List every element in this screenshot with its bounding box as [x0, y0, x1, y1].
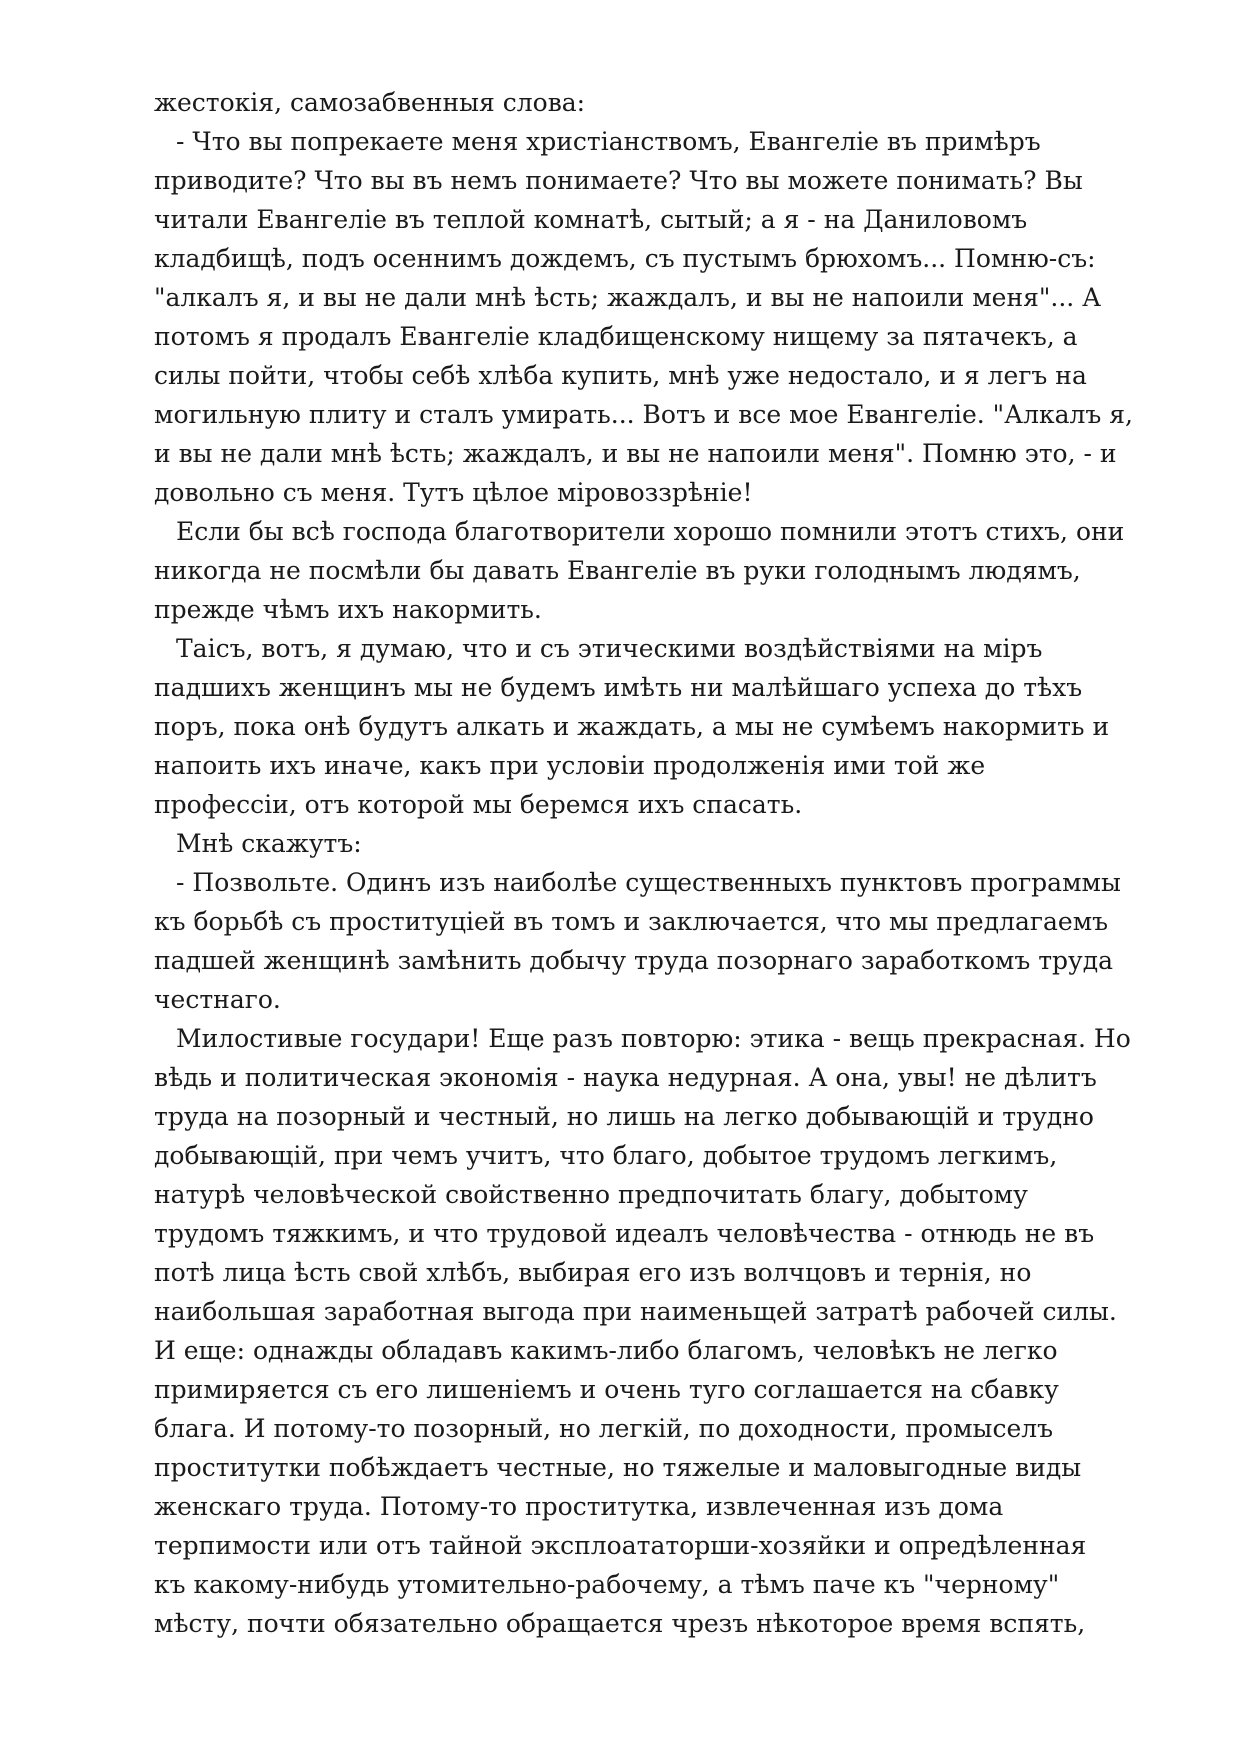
text-line: профессіи, отъ которой мы беремся ихъ спасать.: [154, 790, 803, 819]
text-line: вѣдь и политическая экономія - наука недурная. А она, увы! не дѣлитъ: [154, 1063, 1097, 1092]
text-line: силы пойти, чтобы себѣ хлѣба купить, мнѣ уже недостало, и я легъ на: [154, 361, 1087, 390]
text-line: терпимости или отъ тайной эксплоататорши-хозяйки и опредѣленная: [154, 1531, 1087, 1560]
text-line: наибольшая заработная выгода при наименьщей затратѣ рабочей силы.: [154, 1297, 1117, 1326]
text-line: "алкалъ я, и вы не дали мнѣ ѣсть; жаждалъ, и вы не напоили меня"... А: [154, 283, 1102, 312]
text-line: къ борьбѣ съ проституціей въ томъ и заключается, что мы предлагаемъ: [154, 907, 1109, 936]
text-line: напоить ихъ иначе, какъ при условіи продолженія ими той же: [154, 751, 986, 780]
text-line: прежде чѣмъ ихъ накормить.: [154, 595, 542, 624]
text-line: примиряется съ его лишеніемъ и очень туго соглашается на сбавку: [154, 1375, 1059, 1404]
text-line: добывающій, при чемъ учитъ, что благо, добытое трудомъ легкимъ,: [154, 1141, 1058, 1170]
text-line: женскаго труда. Потому-то проститутка, извлеченная изъ дома: [154, 1492, 1004, 1521]
text-line: натурѣ человѣческой свойственно предпочитать благу, добытому: [154, 1180, 1028, 1209]
text-line: блага. И потому-то позорный, но легкій, по доходности, промыселъ: [154, 1414, 1054, 1443]
text-line: трудомъ тяжкимъ, и что трудовой идеалъ человѣчества - отнюдь не въ: [154, 1219, 1095, 1248]
text-line: - Позвольте. Одинъ изъ наиболѣе существенныхъ пунктовъ программы: [176, 868, 1121, 897]
text-line: къ какому-нибудь утомительно-рабочему, а тѣмъ паче къ "черному": [154, 1570, 1060, 1599]
text-line: жестокія, самозабвенныя слова:: [154, 88, 586, 117]
text-line: - Что вы попрекаете меня христіанствомъ, Евангеліе въ примѣръ: [176, 127, 1041, 156]
text-line: могильную плиту и сталъ умирать... Вотъ и все мое Евангеліе. "Алкалъ я,: [154, 400, 1133, 429]
text-line: читали Евангеліе въ теплой комнатѣ, сытый; а я - на Даниловомъ: [154, 205, 1028, 234]
text-line: Таісъ, вотъ, я думаю, что и съ этическими воздѣйствіями на міръ: [176, 634, 1043, 663]
text-line: Если бы всѣ господа благотворители хорошо помнили этотъ стихъ, они: [176, 517, 1125, 546]
text-line: и вы не дали мнѣ ѣсть; жаждалъ, и вы не напоили меня". Помню это, - и: [154, 439, 1117, 468]
text-line: труда на позорный и честный, но лишь на легко добывающій и трудно: [154, 1102, 1094, 1131]
text-line: кладбищѣ, подъ осеннимъ дождемъ, съ пустымъ брюхомъ... Помню-съ:: [154, 244, 1096, 273]
text-line: Мнѣ скажутъ:: [176, 829, 362, 858]
text-line: поръ, пока онѣ будутъ алкать и жаждать, а мы не сумѣемъ накормить и: [154, 712, 1110, 741]
body-text: [154, 83, 1174, 1643]
text-line: потѣ лица ѣсть свой хлѣбъ, выбирая его изъ волчцовъ и тернія, но: [154, 1258, 1032, 1287]
text-line: потомъ я продалъ Евангеліе кладбищенскому нищему за пятачекъ, а: [154, 322, 1078, 351]
text-line: Милостивые государи! Еще разъ повторю: этика - вещь прекрасная. Но: [176, 1024, 1131, 1053]
text-line: мѣсту, почти обязательно обращается чрезъ нѣкоторое время вспять,: [154, 1609, 1086, 1638]
text-line: приводите? Что вы въ немъ понимаете? Что вы можете понимать? Вы: [154, 166, 1083, 195]
text-line: падшихъ женщинъ мы не будемъ имѣть ни малѣйшаго успеха до тѣхъ: [154, 673, 1083, 702]
text-line: довольно съ меня. Тутъ цѣлое міровоззрѣніе!: [154, 478, 753, 507]
text-line: падшей женщинѣ замѣнить добычу труда позорнаго заработкомъ труда: [154, 946, 1114, 975]
text-line: проститутки побѣждаетъ честные, но тяжелые и маловыгодные виды: [154, 1453, 1082, 1482]
text-line: честнаго.: [154, 985, 281, 1014]
text-line: никогда не посмѣли бы давать Евангеліе въ руки голоднымъ людямъ,: [154, 556, 1081, 585]
text-line: И еще: однажды обладавъ какимъ-либо благомъ, человѣкъ не легко: [154, 1336, 1058, 1365]
